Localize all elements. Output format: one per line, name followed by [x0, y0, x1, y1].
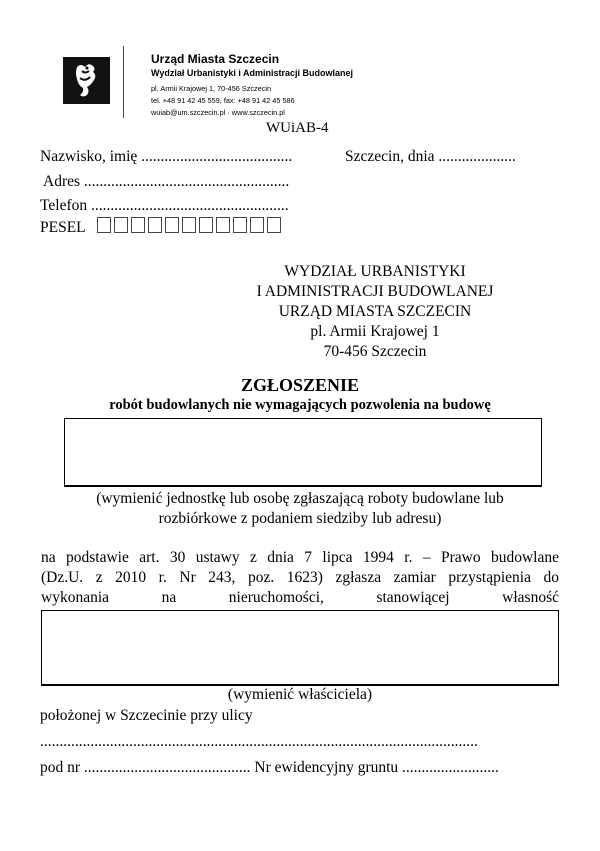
- recipient-line: I ADMINISTRACJI BUDOWLANEJ: [256, 283, 494, 300]
- recipient-line: WYDZIAŁ URBANISTYKI: [284, 263, 466, 280]
- office-contact: wuiab@um.szczecin.pl · www.szczecin.pl: [151, 108, 285, 117]
- legal-basis-paragraph: [41, 548, 559, 608]
- pesel-digit-box[interactable]: [148, 217, 162, 233]
- pesel-digit-box[interactable]: [114, 217, 128, 233]
- street-field[interactable]: .................................................................................................................: [40, 733, 478, 750]
- office-address: pl. Armii Krajowej 1, 70-456 Szczecin: [151, 84, 272, 93]
- pesel-input[interactable]: [97, 217, 281, 233]
- applicant-entity-caption: rozbiórkowe z podaniem siedziby lub adresu): [158, 510, 442, 527]
- phone-field[interactable]: Telefon ...................................................: [40, 197, 289, 214]
- office-name: Urząd Miasta Szczecin: [151, 52, 280, 66]
- paragraph-line: na podstawie art. 30 ustawy z dnia 7 lipca 1994 r. – Prawo budowlane: [41, 549, 559, 566]
- office-phone: tel. +48 91 42 45 559, fax: +48 91 42 45 586: [151, 96, 295, 105]
- recipient-line: URZĄD MIASTA SZCZECIN: [278, 303, 472, 320]
- date-field[interactable]: Szczecin, dnia ....................: [345, 148, 516, 165]
- pesel-label: PESEL: [40, 219, 86, 236]
- street-label: położonej w Szczecinie przy ulicy: [40, 707, 253, 724]
- pesel-digit-box[interactable]: [199, 217, 213, 233]
- pesel-digit-box[interactable]: [182, 217, 196, 233]
- address-field[interactable]: Adres .....................................................: [43, 173, 290, 190]
- pesel-digit-box[interactable]: [131, 217, 145, 233]
- pesel-digit-box[interactable]: [267, 217, 281, 233]
- department-name: Wydział Urbanistyki i Administracji Budowlanej: [151, 68, 354, 78]
- document-title: ZGŁOSZENIE: [240, 375, 360, 395]
- griffin-icon: [63, 57, 110, 104]
- pesel-digit-box[interactable]: [233, 217, 247, 233]
- paragraph-line: wykonania na nieruchomości, stanowiącej własność: [41, 589, 559, 606]
- owner-caption: (wymienić właściciela): [227, 686, 373, 703]
- paragraph-line: (Dz.U. z 2010 r. Nr 243, poz. 1623) zgłasza zamiar przystąpienia do: [41, 569, 559, 586]
- form-code: WUiAB-4: [266, 120, 329, 136]
- pesel-digit-box[interactable]: [250, 217, 264, 233]
- name-field[interactable]: Nazwisko, imię .......................................: [40, 148, 293, 165]
- plot-number-field[interactable]: pod nr ........................................... Nr ewidencyjny gruntu .........................: [40, 759, 499, 776]
- pesel-digit-box[interactable]: [216, 217, 230, 233]
- applicant-entity-caption: (wymienić jednostkę lub osobę zgłaszającą roboty budowlane lub: [96, 490, 504, 507]
- pesel-digit-box[interactable]: [165, 217, 179, 233]
- pesel-digit-box[interactable]: [97, 217, 111, 233]
- document-subtitle: robót budowlanych nie wymagających pozwolenia na budowę: [109, 397, 491, 413]
- applicant-entity-input[interactable]: [64, 418, 542, 487]
- recipient-line: pl. Armii Krajowej 1: [310, 323, 440, 340]
- city-logo: [63, 57, 110, 104]
- owner-input[interactable]: [41, 610, 559, 686]
- recipient-line: 70-456 Szczecin: [323, 343, 427, 360]
- header-divider: [123, 46, 124, 118]
